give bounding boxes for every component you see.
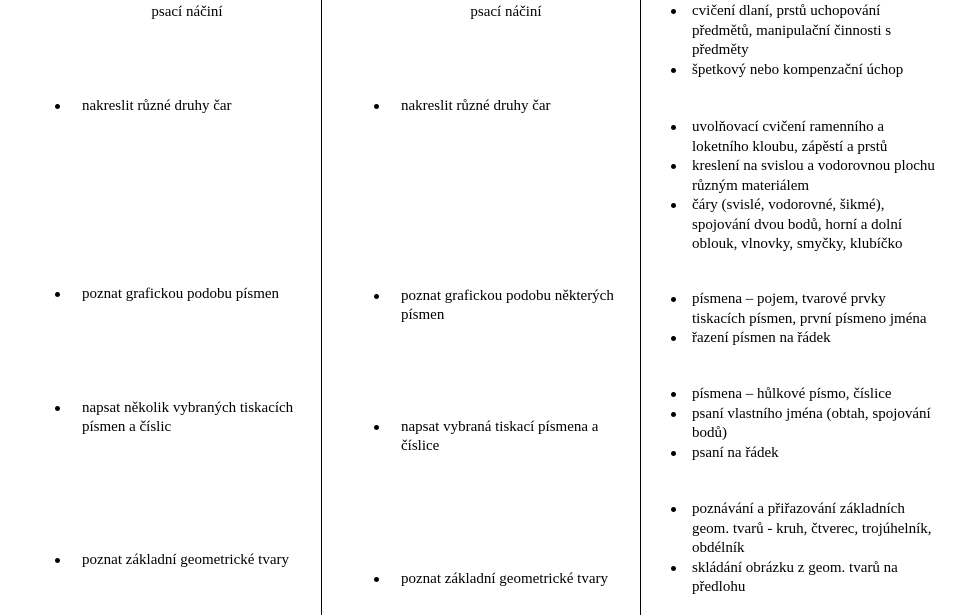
list-item: poznat základní geometrické tvary xyxy=(374,570,638,589)
list-item: kreslení na svislou a vodorovnou plochu různým materiálem xyxy=(666,157,938,196)
list-item: psaní na řádek xyxy=(666,444,938,464)
list-group xyxy=(666,385,938,463)
list-item: poznat základní geometrické tvary xyxy=(55,551,319,570)
list-group xyxy=(666,118,938,255)
table-divider-1 xyxy=(321,0,322,615)
list-item: čáry (svislé, vodorovné, šikmé), spojování dvou bodů, horní a dolní oblouk, vlnovky, smyčky, klubíčko xyxy=(666,196,938,255)
list-item: uvolňovací cvičení ramenního a loketního kloubu, zápěstí a prstů xyxy=(666,118,938,157)
column-1 xyxy=(55,0,319,615)
table-divider-2 xyxy=(640,0,641,615)
column-2-title: psací náčiní xyxy=(470,4,542,20)
list-item: nakreslit různé druhy čar xyxy=(55,97,319,116)
list-item: písmena – pojem, tvarové prvky tiskacích písmen, první písmeno jména xyxy=(666,290,938,329)
list-item: řazení písmen na řádek xyxy=(666,329,938,349)
list-item: poznat grafickou podobu písmen xyxy=(55,285,319,304)
list-group xyxy=(666,290,938,349)
list-item: poznat grafickou podobu některých písmen xyxy=(374,287,638,325)
list-item: napsat vybraná tiskací písmena a číslice xyxy=(374,418,638,456)
list-item: nakreslit různé druhy čar xyxy=(374,97,638,116)
list-item: poznávání a přiřazování základních geom. tvarů - kruh, čtverec, trojúhelník, obdélník xyxy=(666,500,938,559)
list-item: písmena – hůlkové písmo, číslice xyxy=(666,385,938,405)
list-item: cvičení dlaní, prstů uchopování předmětů, manipulační činnosti s předměty xyxy=(666,2,938,61)
list-group xyxy=(666,500,938,598)
list-item: psaní vlastního jména (obtah, spojování bodů) xyxy=(666,405,938,444)
column-2 xyxy=(374,0,638,615)
list-item: napsat několik vybraných tiskacích písmen a číslic xyxy=(55,399,319,437)
list-item: skládání obrázku z geom. tvarů na předlohu xyxy=(666,559,938,598)
column-1-title: psací náčiní xyxy=(151,4,223,20)
list-group xyxy=(666,2,938,80)
list-item: špetkový nebo kompenzační úchop xyxy=(666,61,938,81)
column-3 xyxy=(666,0,938,615)
